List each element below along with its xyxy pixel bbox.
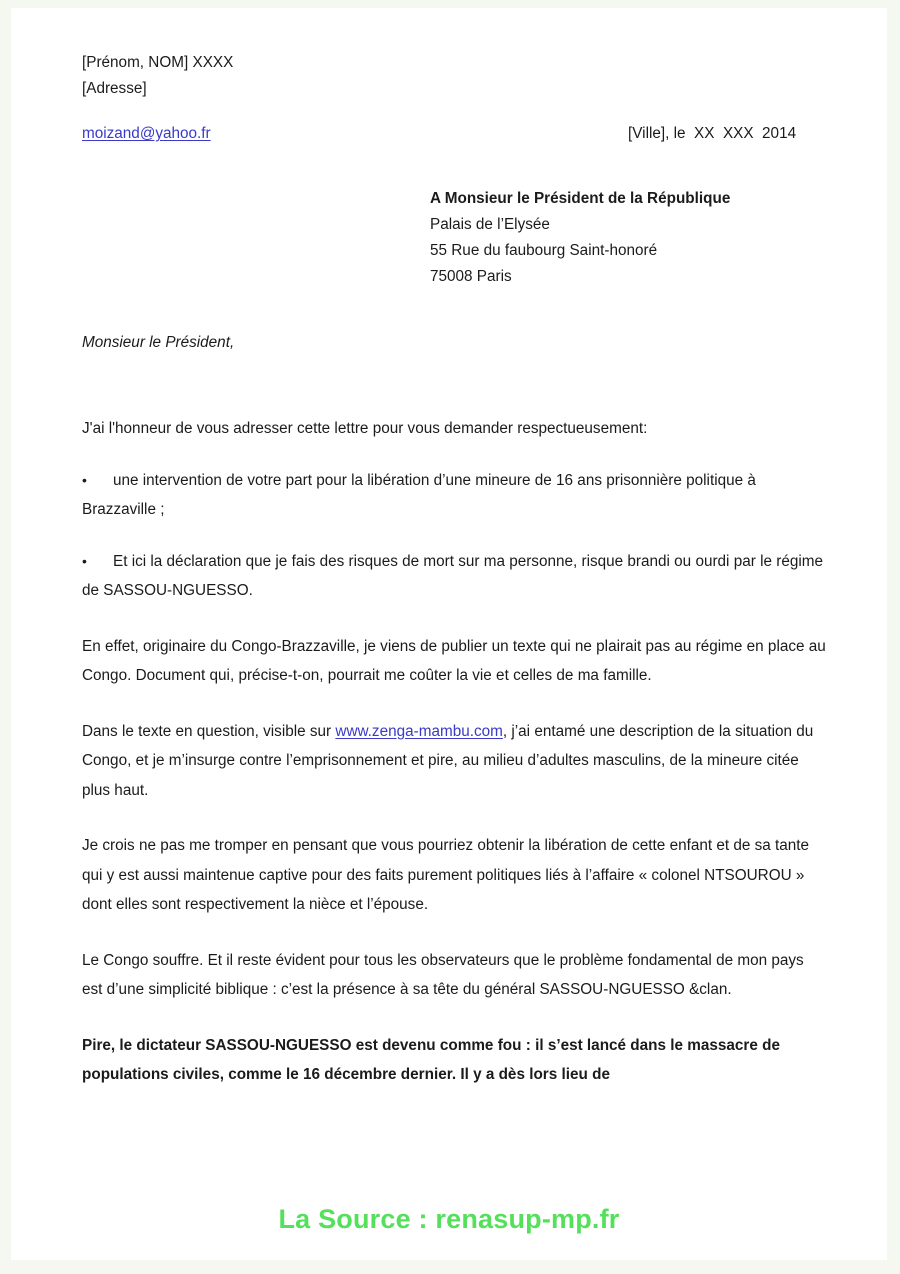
paragraph-2-text-before: Dans le texte en question, visible sur [82,722,336,740]
bullet-dot-icon [82,466,113,496]
intro-paragraph: J'ai l'honneur de vous adresser cette lettre pour vous demander respectueusement: [82,420,648,437]
date-line: [Ville], le XX XXX 2014 [628,125,797,142]
zenga-mambu-link[interactable]: www.zenga-mambu.com [335,722,503,740]
paragraph-1: En effet, originaire du Congo-Brazzaville, je viens de publier un texte qui ne plairait pas au régime en place au Congo. Document qui, précise-t-on, pourrait me coûter la vie et celles de ma famille. [82,637,826,684]
recipient-line-2: Palais de l’Elysée [430,216,550,233]
footer [11,1204,887,1235]
email-and-date-row [82,121,827,147]
recipient-line-4: 75008 Paris [430,268,512,285]
salutation: Monsieur le Président, [82,334,235,351]
sender-email-link[interactable]: moizand@yahoo.fr [82,125,211,142]
bullet-dot-icon [82,547,113,577]
letter-body [82,50,827,1090]
bullet-item-2 [82,547,827,606]
sender-block [82,50,827,102]
paragraph-2 [82,717,827,806]
recipient-block [430,186,827,290]
sender-name: [Prénom, NOM] XXXX [82,54,234,71]
paragraph-4: Le Congo souffre. Et il reste évident pour tous les observateurs que le problème fondamental de mon pays est d’une simplicité biblique : c’est la présence à sa tête du général SASSOU-NGUESSO &clan. [82,951,804,998]
paragraph-2-text-after: , j’ai entamé une description de la situation du Congo, et je m’insurge contre l’emprisonnement et pire, au milieu d’adultes masculins, de la mineure citée plus haut. [82,722,814,799]
paragraph-5-bold: Pire, le dictateur SASSOU-NGUESSO est devenu comme fou : il s’est lancé dans le massacre de populations civiles, comme le 16 décembre dernier. Il y a dès lors lieu de [82,1036,780,1083]
bullet-item-1 [82,466,827,525]
document-page [11,8,887,1260]
recipient-line-3: 55 Rue du faubourg Saint-honoré [430,242,658,259]
source-watermark: La Source : renasup-mp.fr [278,1204,620,1234]
sender-address: [Adresse] [82,80,147,97]
recipient-title: A Monsieur le Président de la République [430,190,731,207]
paragraph-3: Je crois ne pas me tromper en pensant que vous pourriez obtenir la libération de cette enfant et de sa tante qui y est aussi maintenue captive pour des faits purement politiques liés à l’affaire « colonel NTSOUROU » dont elles sont respectivement la nièce et l’épouse. [82,837,810,913]
bullet-item-2-text: Et ici la déclaration que je fais des risques de mort sur ma personne, risque brandi ou ourdi par le régime de SASSOU-NGUESSO. [82,552,823,599]
bullet-item-1-text: une intervention de votre part pour la libération d’une mineure de 16 ans prisonnière politique à Brazzaville ; [82,471,756,518]
